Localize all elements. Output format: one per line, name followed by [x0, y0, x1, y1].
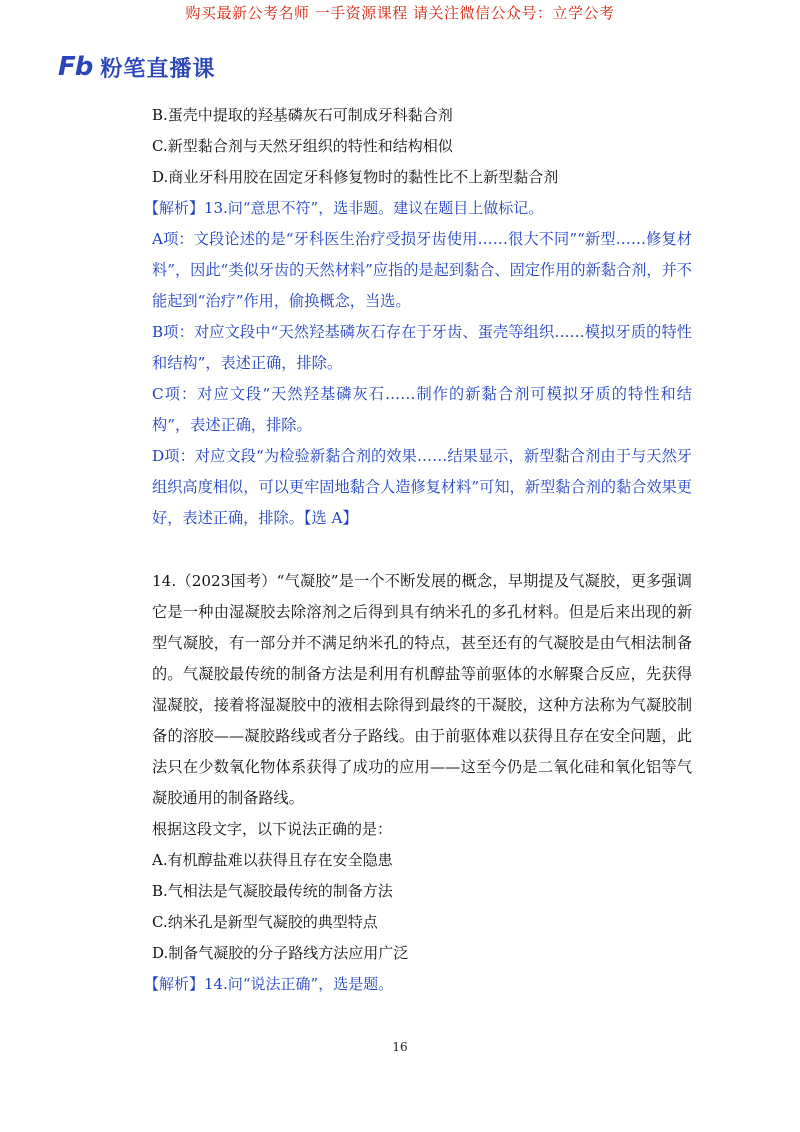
- q13-analysis-b: B项：对应文段中“天然羟基磷灰石存在于牙齿、蛋壳等组织……模拟牙质的特性和结构”，表述正确，排除。: [152, 323, 692, 372]
- page-content: [144, 100, 692, 1000]
- q13-option-c: C.新型黏合剂与天然牙组织的特性和结构相似: [152, 137, 453, 155]
- q14-option-d: D.制备气凝胶的分子路线方法应用广泛: [152, 944, 409, 962]
- fenbi-logo: [58, 50, 215, 84]
- q13-option-d: D.商业牙科用胶在固定牙科修复物时的黏性比不上新型黏合剂: [152, 168, 559, 186]
- q13-analysis-c: C项：对应文段“天然羟基磷灰石……制作的新黏合剂可模拟牙质的特性和结构”，表述正确，排除。: [152, 385, 692, 434]
- promo-banner: 购买最新公考名师 一手资源课程 请关注微信公众号：立学公考: [185, 4, 615, 22]
- q14-analysis-heading: 【解析】14.问“说法正确”，选是题。: [144, 975, 394, 993]
- q14-option-b: B.气相法是气凝胶最传统的制备方法: [152, 882, 393, 900]
- q14-question: 根据这段文字，以下说法正确的是：: [152, 820, 393, 838]
- q13-analysis-heading: 【解析】13.问“意思不符”，选非题。建议在题目上做标记。: [144, 199, 544, 217]
- fenbi-logo-text: 粉笔直播课: [100, 56, 216, 82]
- q13-analysis-a: A项：文段论述的是“牙科医生治疗受损牙齿使用……很大不同”“新型……修复材料”，因此“类似牙齿的天然材料”应指的是起到黏合、固定作用的新黏合剂，并不能起到“治疗”作用，偷换概念，当选。: [152, 230, 692, 310]
- q13-analysis-d: D项：对应文段“为检验新黏合剂的效果……结果显示，新型黏合剂由于与天然牙组织高度相似，可以更牢固地黏合人造修复材料”可知，新型黏合剂的黏合效果更好，表述正确，排除。【选 A】: [152, 447, 692, 527]
- page-number: 16: [392, 1040, 408, 1054]
- fenbi-logo-mark: Fb: [58, 52, 93, 82]
- q14-option-a: A.有机醇盐难以获得且存在安全隐患: [152, 851, 393, 869]
- q14-option-c: C.纳米孔是新型气凝胶的典型特点: [152, 913, 378, 931]
- q13-option-b: B.蛋壳中提取的羟基磷灰石可制成牙科黏合剂: [152, 106, 453, 124]
- q14-stem: 14.（2023国考）“气凝胶”是一个不断发展的概念，早期提及气凝胶，更多强调它是一种由湿凝胶去除溶剂之后得到具有纳米孔的多孔材料。但是后来出现的新型气凝胶，有一部分并不满足纳米孔的特点，甚至还有的气凝胶是由气相法制备的。气凝胶最传统的制备方法是利用有机醇盐等前驱体的水解聚合反应，先获得湿凝胶，接着将湿凝胶中的液相去除得到最终的干凝胶，这种方法称为气凝胶制备的溶胶——凝胶路线或者分子路线。由于前驱体难以获得且存在安全问题，此法只在少数氧化物体系获得了成功的应用——这至今仍是二氧化硅和氧化铝等气凝胶通用的制备路线。: [152, 572, 692, 807]
